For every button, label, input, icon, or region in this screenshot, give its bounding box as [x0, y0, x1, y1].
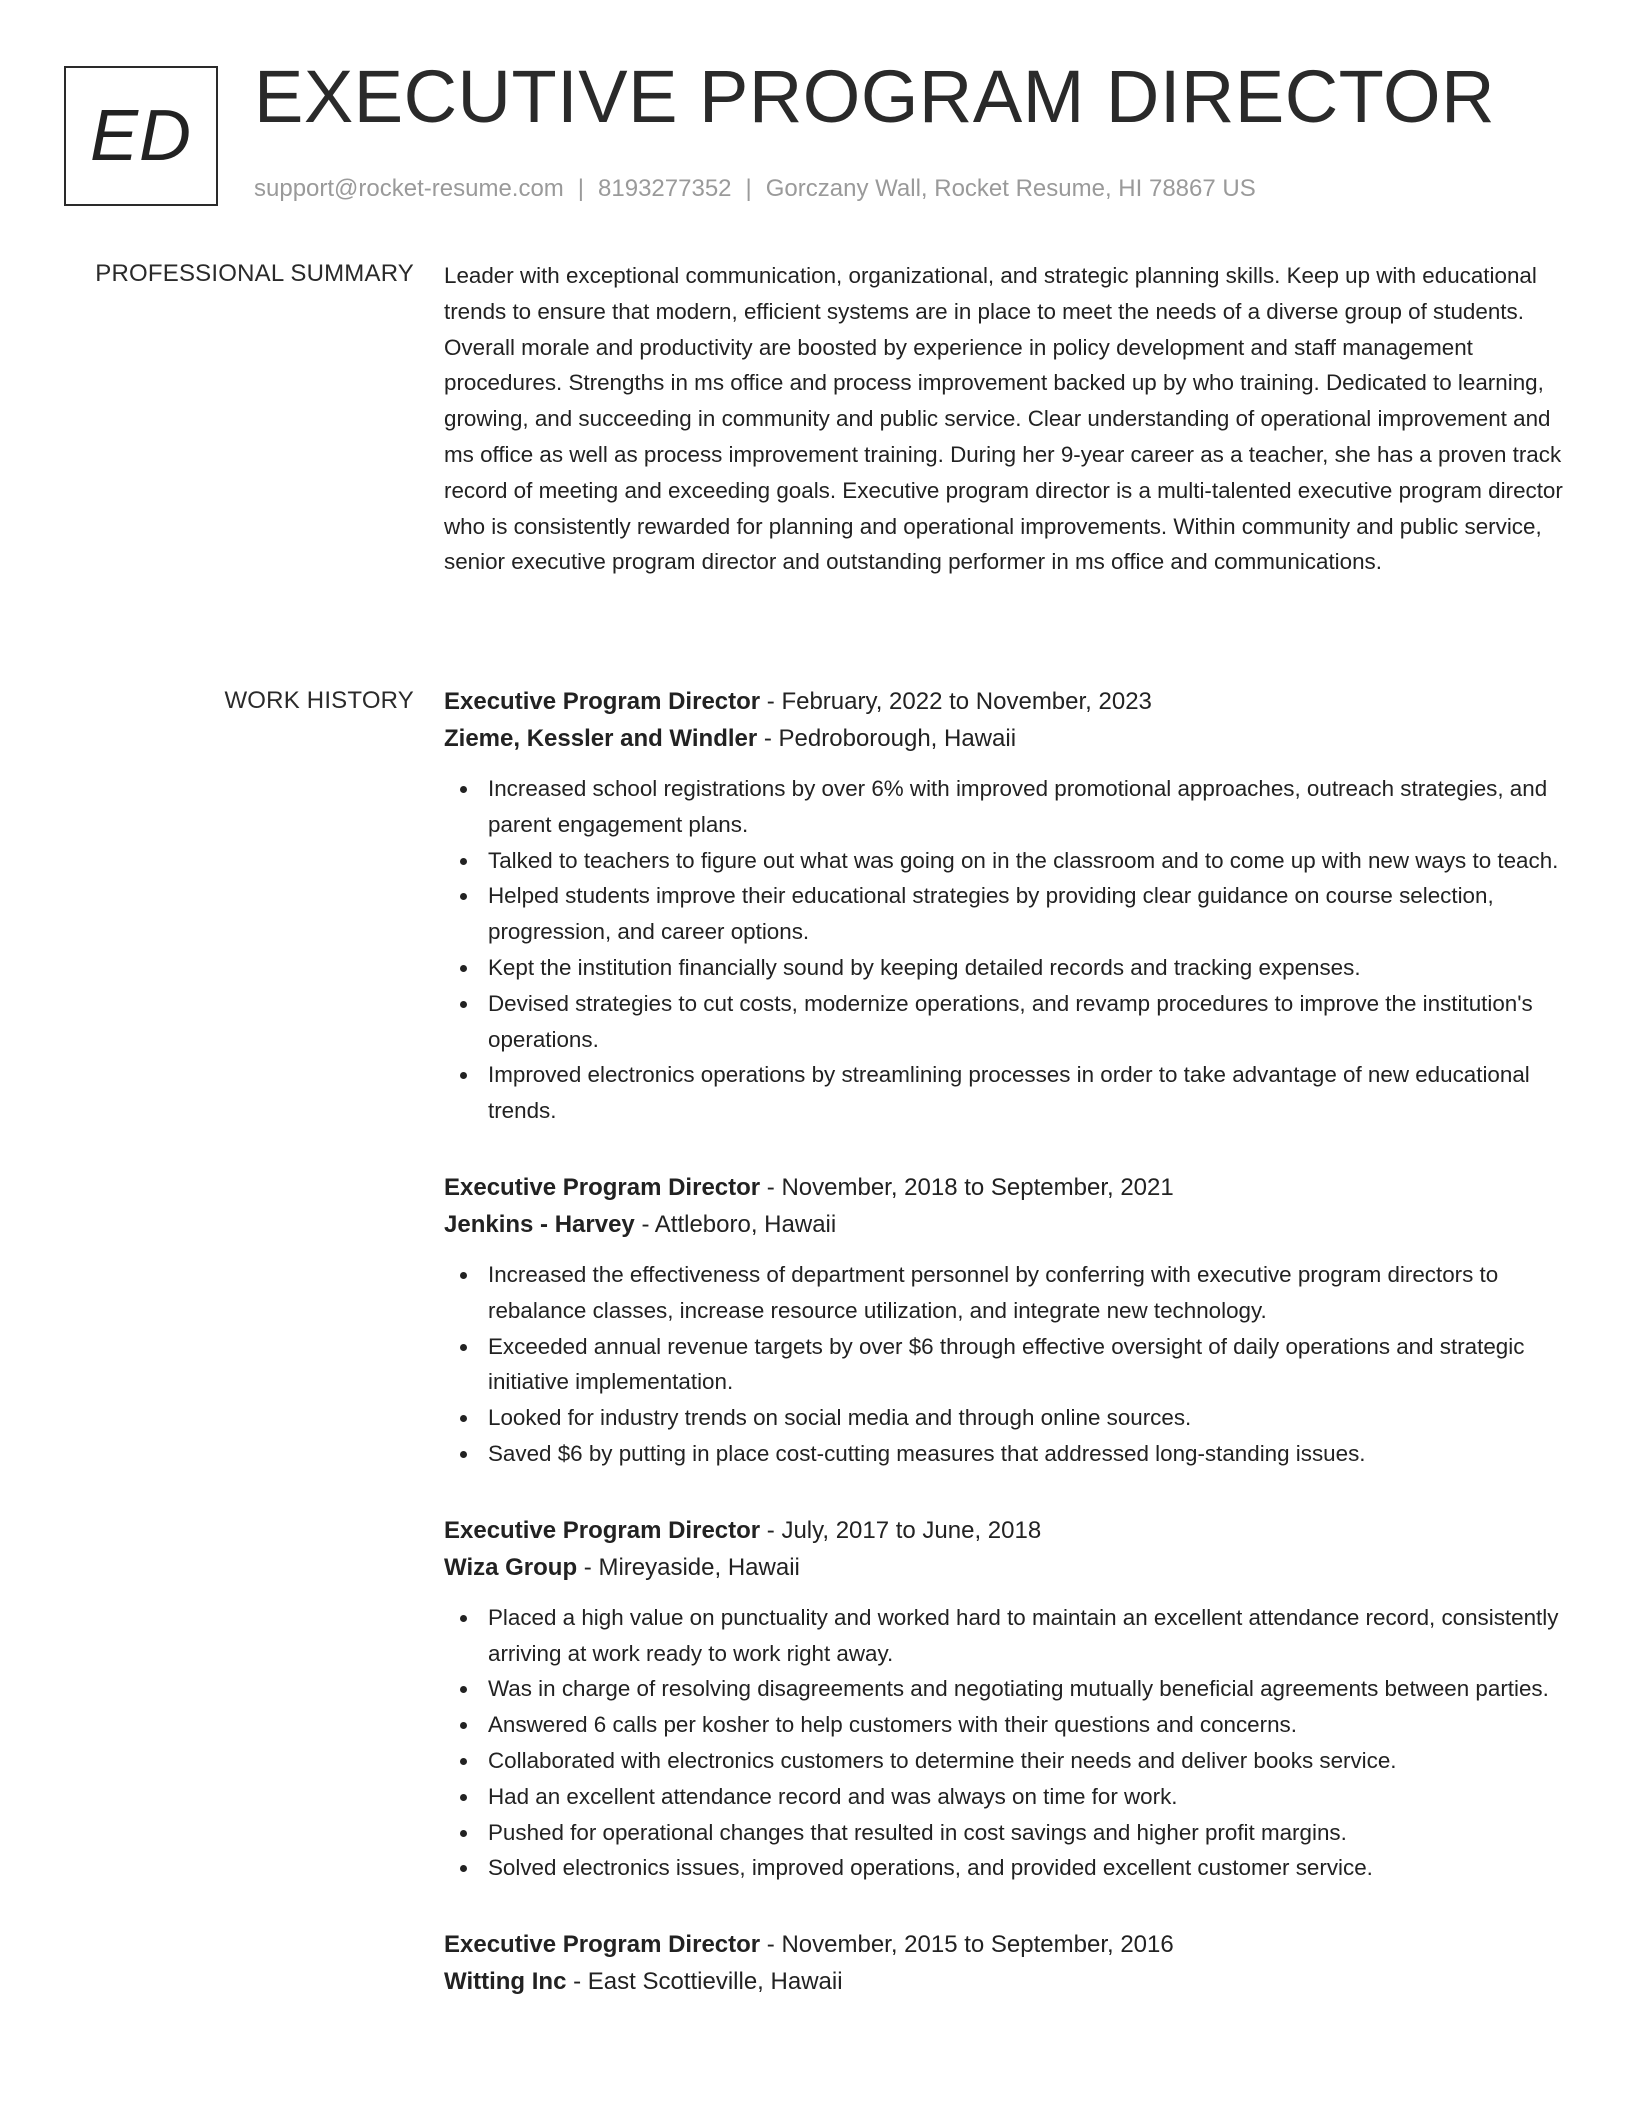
summary-heading: PROFESSIONAL SUMMARY — [95, 260, 414, 287]
job-bullet-item: Talked to teachers to figure out what was going on in the classroom and to come up with new ways to teach. — [444, 843, 1564, 879]
job-company: Jenkins - Harvey — [444, 1210, 635, 1238]
job-title: Executive Program Director — [444, 1516, 761, 1544]
contact-separator: | — [745, 175, 752, 202]
job-company-line — [444, 1963, 1564, 2000]
job-dates: - July, 2017 to June, 2018 — [760, 1516, 1042, 1544]
job-bullet-item: Devised strategies to cut costs, modernize operations, and revamp procedures to improve the institution's operations. — [444, 986, 1564, 1058]
job-bullet-item: Looked for industry trends on social media and through online sources. — [444, 1400, 1564, 1436]
job-dates: - November, 2018 to September, 2021 — [760, 1173, 1174, 1201]
summary-text: Leader with exceptional communication, organizational, and strategic planning skills. Keep up with educational trends to ensure that modern, efficient systems are in place to meet the needs of a diverse group of students. Overall morale and productivity are boosted by experience in policy development and staff management procedures. Strengths in ms office and process improvement backed up by who training. Dedicated to learning, growing, and succeeding in community and public service. Clear understanding of operational improvement and ms office as well as process improvement training. During her 9-year career as a teacher, she has a proven track record of meeting and exceeding goals. Executive program director is a multi-talented executive program director who is consistently rewarded for planning and operational improvements. Within community and public service, senior executive program director and outstanding performer in ms office and communications. — [444, 263, 1563, 575]
job-entry — [444, 1512, 1564, 1886]
job-title-line — [444, 1169, 1564, 1206]
job-bullet-item: Pushed for operational changes that resulted in cost savings and higher profit margins. — [444, 1815, 1564, 1851]
job-company-line — [444, 720, 1564, 757]
job-bullet-list — [444, 771, 1564, 1129]
job-company: Witting Inc — [444, 1968, 567, 1996]
work-history-section — [444, 683, 1564, 2040]
job-bullet-item: Increased the effectiveness of department personnel by conferring with executive program directors to rebalance classes, increase resource utilization, and integrate new technology. — [444, 1257, 1564, 1329]
resume-title: EXECUTIVE PROGRAM DIRECTOR — [254, 55, 1496, 138]
job-bullet-item: Was in charge of resolving disagreements and negotiating mutually beneficial agreements between parties. — [444, 1671, 1564, 1707]
contact-info — [254, 175, 1256, 204]
job-bullet-item: Placed a high value on punctuality and worked hard to maintain an excellent attendance record, consistently arriving at work ready to work right away. — [444, 1600, 1564, 1672]
job-title-line — [444, 1512, 1564, 1549]
job-dates: - February, 2022 to November, 2023 — [760, 688, 1152, 715]
job-bullet-item: Exceeded annual revenue targets by over $6 through effective oversight of daily operations and strategic initiative implementation. — [444, 1329, 1564, 1401]
work-history-heading: WORK HISTORY — [224, 687, 414, 714]
job-company: Wiza Group — [444, 1553, 578, 1581]
job-dates: - November, 2015 to September, 2016 — [760, 1931, 1174, 1959]
job-bullet-item: Answered 6 calls per kosher to help customers with their questions and concerns. — [444, 1707, 1564, 1743]
job-title-line — [444, 1926, 1564, 1963]
job-bullet-item: Improved electronics operations by streamlining processes in order to take advantage of new educational trends. — [444, 1057, 1564, 1129]
job-title: Executive Program Director — [444, 688, 761, 715]
job-company-line — [444, 1549, 1564, 1586]
contact-address: Gorczany Wall, Rocket Resume, HI 78867 US — [765, 175, 1256, 202]
summary-section — [444, 258, 1564, 580]
job-bullet-item: Had an excellent attendance record and was always on time for work. — [444, 1779, 1564, 1815]
job-bullet-item: Kept the institution financially sound by keeping detailed records and tracking expenses. — [444, 950, 1564, 986]
job-entry — [444, 1169, 1564, 1472]
job-bullet-item: Helped students improve their educational strategies by providing clear guidance on course selection, progression, and career options. — [444, 878, 1564, 950]
monogram-badge — [64, 66, 218, 206]
job-entry — [444, 683, 1564, 1129]
job-title: Executive Program Director — [444, 1173, 761, 1201]
contact-phone: 8193277352 — [598, 175, 732, 202]
job-location: - Attleboro, Hawaii — [634, 1210, 837, 1238]
job-location: - Pedroborough, Hawaii — [757, 725, 1017, 752]
job-bullet-item: Saved $6 by putting in place cost-cutting measures that addressed long-standing issues. — [444, 1436, 1564, 1472]
job-company-line — [444, 1206, 1564, 1243]
job-bullet-list — [444, 1600, 1564, 1886]
contact-separator: | — [577, 175, 585, 202]
job-company: Zieme, Kessler and Windler — [444, 725, 758, 752]
job-title-line — [444, 683, 1564, 720]
job-bullet-item: Collaborated with electronics customers to determine their needs and deliver books service. — [444, 1743, 1564, 1779]
contact-email: support@rocket-resume.com — [254, 175, 564, 202]
job-bullet-list — [444, 1257, 1564, 1472]
monogram-initials: ED — [89, 96, 193, 176]
job-bullet-item: Solved electronics issues, improved operations, and provided excellent customer service. — [444, 1850, 1564, 1886]
job-location: - East Scottieville, Hawaii — [566, 1968, 843, 1996]
job-location: - Mireyaside, Hawaii — [577, 1553, 800, 1581]
job-title: Executive Program Director — [444, 1931, 761, 1959]
job-entry — [444, 1926, 1564, 2000]
job-bullet-item: Increased school registrations by over 6% with improved promotional approaches, outreach strategies, and parent engagement plans. — [444, 771, 1564, 843]
